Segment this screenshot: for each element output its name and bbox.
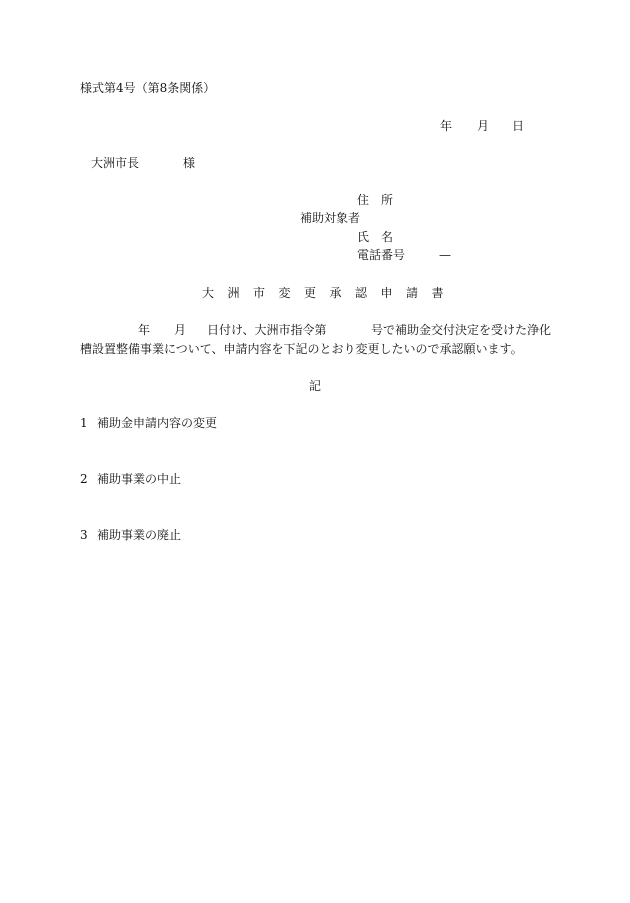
date-year: 年: [440, 119, 453, 133]
date-day: 日: [512, 119, 525, 133]
item-2-number: 2: [80, 472, 88, 486]
date-month: 月: [477, 119, 490, 133]
item-1-number: 1: [80, 416, 88, 430]
item-3-label: 補助事業の廃止: [97, 528, 182, 542]
applicant-phone-dash: —: [439, 248, 451, 262]
body-month: 月: [174, 323, 187, 337]
ki-heading: 記: [309, 379, 322, 393]
applicant-name-label: 氏 名: [357, 230, 394, 244]
item-1-label: 補助金申請内容の変更: [97, 416, 218, 430]
body-number-text: 号で補助金交付決定を受けた浄化: [371, 323, 552, 337]
applicant-address-label: 住 所: [357, 193, 394, 207]
item-2-label: 補助事業の中止: [97, 472, 182, 486]
body-year: 年: [138, 323, 151, 337]
body-line-2: 槽設置整備事業について、申請内容を下記のとおり変更したいので承認願います。: [80, 342, 523, 356]
addressee-honorific: 様: [183, 156, 196, 170]
applicant-role-label: 補助対象者: [300, 211, 361, 225]
document-title: 大洲市変更承認申請書: [202, 286, 458, 300]
addressee-name: 大洲市長: [91, 156, 140, 170]
form-number: 様式第4号（第8条関係）: [80, 81, 216, 95]
body-day-text: 日付け、大洲市指令第: [207, 323, 327, 337]
item-3-number: 3: [80, 528, 88, 542]
applicant-phone-label: 電話番号: [357, 248, 406, 262]
